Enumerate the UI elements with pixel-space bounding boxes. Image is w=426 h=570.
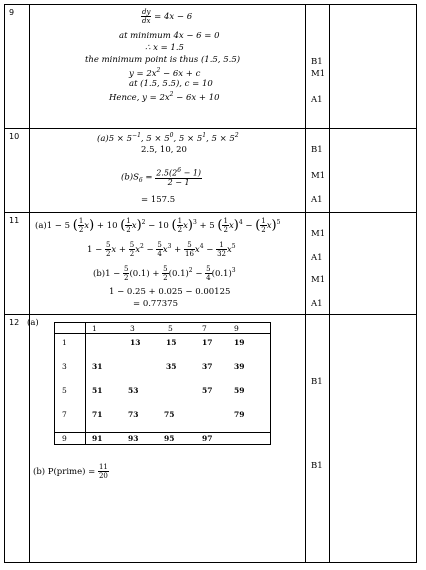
sum-result: = 157.5 bbox=[141, 195, 176, 205]
grid-cell: 57 bbox=[202, 386, 213, 395]
mark: A1 bbox=[311, 253, 323, 263]
marking-scheme-table bbox=[4, 4, 417, 563]
final-value: = 0.77375 bbox=[133, 299, 178, 309]
solution-line: Hence, $y = 2x^2 - 6x + 10$ bbox=[109, 91, 220, 103]
grid-cell: 35 bbox=[166, 362, 177, 371]
solution-line: at (1.5, 5.5), c = 10 bbox=[129, 79, 213, 89]
grid-cell: 95 bbox=[164, 434, 175, 443]
mark: M1 bbox=[311, 229, 326, 239]
probability-line: (b) P(prime) = $\frac{11}{20}$ bbox=[33, 463, 108, 480]
grid-cell: 17 bbox=[202, 338, 213, 347]
grid-header: 5 bbox=[168, 324, 173, 333]
substitution: (b)1 − $\frac{5}{2}$ (0.1) + $\frac{5}{2}$ $(0.1)^2$ − $\frac{5}{4}$ $(0.1)^3$ bbox=[93, 265, 236, 282]
binomial-expansion: (a)1 − 5 ( $\frac{1}{2}$ x) + 10 ( $\frac{1}{2}$ x)$^2$ − 10 ( $\frac{1}{2}$ x)$^3$ + 5 ( $\frac{1}{2}$ x)$^4$ − ( $\frac{1}{2}$ x)$^5$ bbox=[35, 217, 281, 234]
grid-cell: 13 bbox=[130, 338, 141, 347]
marks-divider bbox=[305, 5, 306, 562]
question-row-11 bbox=[5, 213, 416, 315]
grid-cell: 79 bbox=[234, 410, 245, 419]
sequence-values: 2.5, 10, 20 bbox=[141, 145, 187, 155]
mark: M1 bbox=[311, 69, 326, 79]
mark: A1 bbox=[311, 195, 323, 205]
grid-cell: 31 bbox=[92, 362, 103, 371]
grid-cell: 53 bbox=[128, 386, 139, 395]
grid-cell: 37 bbox=[202, 362, 213, 371]
grid-header: 3 bbox=[130, 324, 135, 333]
question-row-10 bbox=[5, 129, 416, 213]
part-a-label: (a) bbox=[27, 318, 39, 328]
grid-cell: 39 bbox=[234, 362, 245, 371]
solution-line: at minimum 4x − 6 = 0 bbox=[119, 31, 220, 41]
grid-cell: 75 bbox=[164, 410, 175, 419]
mark: B1 bbox=[311, 377, 323, 387]
grid-cell: 97 bbox=[202, 434, 213, 443]
grid-cell: 73 bbox=[128, 410, 139, 419]
grid-cell: 91 bbox=[92, 434, 103, 443]
derivative-line: $\frac{dy}{dx}$ = 4x − 6 bbox=[142, 8, 193, 25]
grid-cell: 15 bbox=[166, 338, 177, 347]
grid-cell: 59 bbox=[234, 386, 245, 395]
grid-cell: 19 bbox=[234, 338, 245, 347]
mark: B1 bbox=[311, 145, 323, 155]
question-number: 11 bbox=[9, 216, 20, 225]
sequence-terms: $(a)5 \times 5^{-1}$, $5 \times 5^0$, $5 \times 5^1$, $5 \times 5^2$ bbox=[97, 132, 239, 144]
mark: B1 bbox=[311, 57, 323, 67]
simplified-expansion: 1 − $\frac{5}{2}$ x + $\frac{5}{2}$ $x^2$ − $\frac{5}{4}$ $x^3$ + $\frac{5}{16}$ $x^4$ − $\frac{1}{32}$ $x^5$ bbox=[87, 241, 236, 258]
grid-divider bbox=[85, 322, 86, 445]
mark: B1 bbox=[311, 461, 323, 471]
grid-row-label: 5 bbox=[62, 386, 67, 395]
mark: M1 bbox=[311, 275, 326, 285]
grid-row-label: 7 bbox=[62, 410, 67, 419]
grid-cell: 51 bbox=[92, 386, 103, 395]
solution-line: ∴ x = 1.5 bbox=[145, 43, 184, 53]
grid-header: 9 bbox=[234, 324, 239, 333]
evaluation: 1 − 0.25 + 0.025 − 0.00125 bbox=[109, 287, 231, 297]
grid-header: 1 bbox=[92, 324, 97, 333]
mark: A1 bbox=[311, 299, 323, 309]
mark: A1 bbox=[311, 95, 323, 105]
notes-divider bbox=[329, 5, 330, 562]
question-divider bbox=[29, 5, 30, 562]
solution-line: $y = 2x^2 - 6x + c$ bbox=[129, 67, 201, 79]
grid-cell: 93 bbox=[128, 434, 139, 443]
grid-row-label: 3 bbox=[62, 362, 67, 371]
question-number: 9 bbox=[9, 8, 15, 17]
question-number: 10 bbox=[9, 132, 20, 141]
sum-formula: $(b)S_6$ = $\frac{2.5(2^6 - 1)}{2 - 1}$ bbox=[121, 167, 202, 187]
mark: M1 bbox=[311, 171, 326, 181]
solution-line: the minimum point is thus (1.5, 5.5) bbox=[85, 55, 241, 65]
grid-row-label: 9 bbox=[62, 434, 67, 443]
grid-row-label: 1 bbox=[62, 338, 67, 347]
question-row-9 bbox=[5, 5, 416, 129]
question-number: 12 bbox=[9, 318, 20, 327]
grid-divider bbox=[54, 333, 271, 334]
grid-cell: 71 bbox=[92, 410, 103, 419]
grid-header: 7 bbox=[202, 324, 207, 333]
grid-divider bbox=[54, 432, 271, 433]
